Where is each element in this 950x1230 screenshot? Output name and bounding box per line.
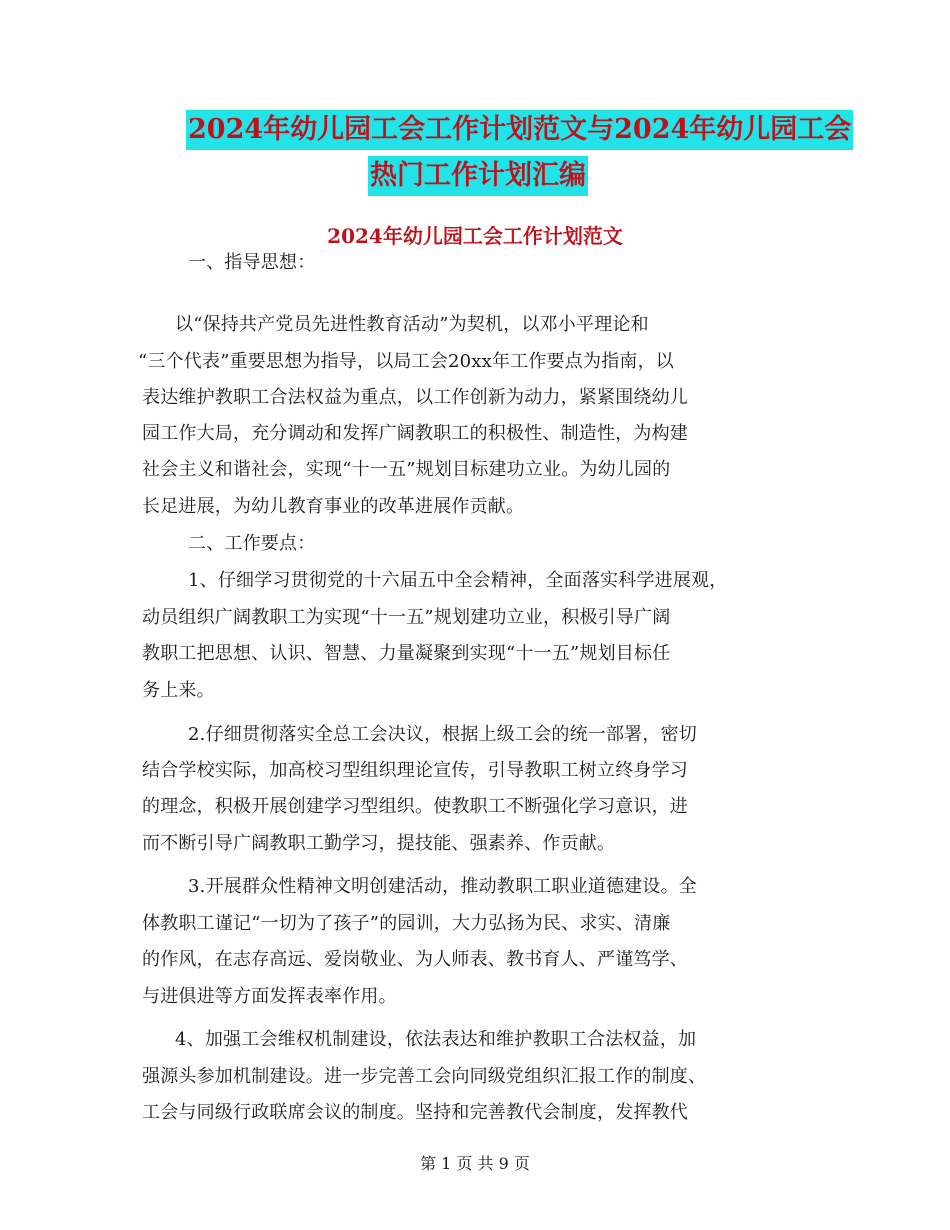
paragraph-line: 1、仔细学习贯彻党的十六届五中全会精神，全面落实科学进展观， bbox=[188, 570, 728, 591]
paragraph-line: 务上来。 bbox=[142, 680, 215, 701]
paragraph-line: 强源头参加机制建设。进一步完善工会向同级党组织汇报工作的制度、 bbox=[142, 1066, 707, 1087]
title-line-2: 热门工作计划汇编 bbox=[368, 156, 588, 196]
paragraph-line: 与进俱进等方面发挥表率作用。 bbox=[142, 986, 397, 1007]
paragraph-line: 社会主义和谐社会，实现“十一五”规划目标建功立业。为幼儿园的 bbox=[142, 459, 671, 480]
paragraph-line: 体教职工谨记“一切为了孩子”的园训，大力弘扬为民、求实、清廉 bbox=[142, 913, 671, 934]
paragraph-line: 表达维护教职工合法权益为重点，以工作创新为动力，紧紧围绕幼儿 bbox=[142, 387, 688, 408]
paragraph-line: 3.开展群众性精神文明创建活动，推动教职工职业道德建设。全 bbox=[188, 876, 697, 897]
paragraph-line: 4、加强工会维权机制建设，依法表达和维护教职工合法权益，加 bbox=[175, 1029, 697, 1050]
heading-work-points: 二、工作要点： bbox=[188, 533, 316, 554]
page-footer: 第 1 页 共 9 页 bbox=[420, 1154, 530, 1173]
paragraph-line: 2.仔细贯彻落实全总工会决议，根据上级工会的统一部署，密切 bbox=[188, 724, 697, 745]
paragraph-line: 长足进展，为幼儿教育事业的改革进展作贡献。 bbox=[142, 496, 525, 517]
paragraph-line: 的理念，积极开展创建学习型组织。使教职工不断强化学习意识，进 bbox=[142, 796, 688, 817]
paragraph-line: 动员组织广阔教职工为实现“十一五”规划建功立业，积极引导广阔 bbox=[142, 607, 671, 628]
paragraph-line: 结合学校实际，加高校习型组织理论宣传，引导教职工树立终身学习 bbox=[142, 760, 688, 781]
paragraph-line: 而不断引导广阔教职工勤学习，提技能、强素养、作贡献。 bbox=[142, 833, 616, 854]
section-title: 2024年幼儿园工会工作计划范文 bbox=[327, 224, 623, 248]
paragraph-line: “三个代表”重要思想为指导，以局工会20xx年工作要点为指南，以 bbox=[138, 351, 675, 372]
paragraph-line: 教职工把思想、认识、智慧、力量凝聚到实现“十一五”规划目标任 bbox=[142, 643, 671, 664]
title-line-1: 2024年幼儿园工会工作计划范文与2024年幼儿园工会 bbox=[186, 110, 853, 150]
paragraph-line: 以“保持共产党员先进性教育活动”为契机，以邓小平理论和 bbox=[175, 314, 649, 335]
heading-guiding-ideology: 一、指导思想： bbox=[188, 252, 316, 273]
paragraph-line: 工会与同级行政联席会议的制度。坚持和完善教代会制度，发挥教代 bbox=[142, 1102, 688, 1123]
paragraph-line: 的作风，在志存高远、爱岗敬业、为人师表、教书育人、严谨笃学、 bbox=[142, 949, 688, 970]
paragraph-line: 园工作大局，充分调动和发挥广阔教职工的积极性、制造性，为构建 bbox=[142, 423, 688, 444]
